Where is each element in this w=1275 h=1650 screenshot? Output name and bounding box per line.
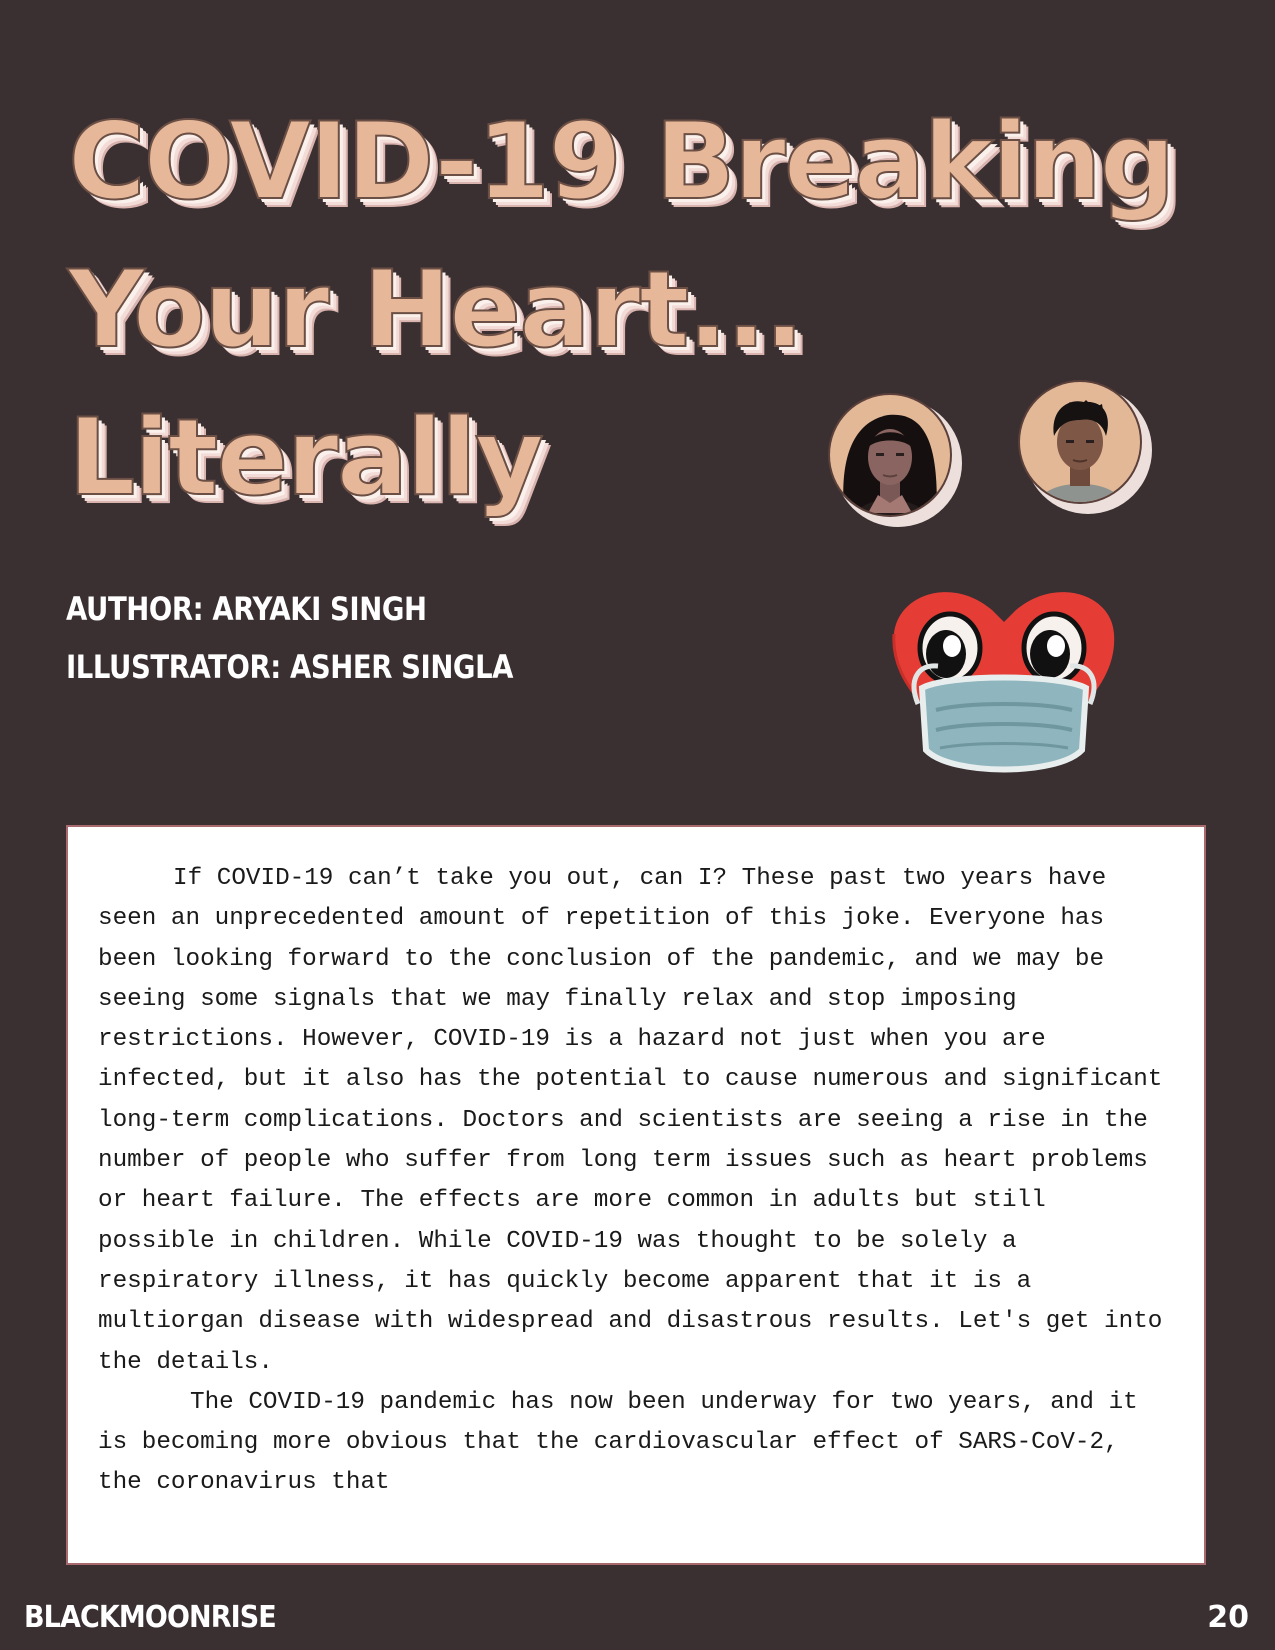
author-credit: AUTHOR: ARYAKI SINGH: [66, 590, 427, 628]
title-line: COVID-19 Breaking: [68, 100, 1174, 223]
heart-with-face-mask-icon: [888, 580, 1120, 790]
woman-portrait-icon: [828, 393, 964, 529]
article-paragraph: If COVID-19 can’t take you out, can I? These past two years have seen an unprecedented amount of repetition of this joke. Everyone has been looking forward to the conclusion of the pandemic, and we may be seeing some signals that we may finally relax and stop imposing restrictions. However, COVID-19 is a hazard not just when you are infected, but it also has the potential to cause numerous and significant long-term complications. Doctors and scientists are seeing a rise in the number of people who suffer from long term issues such as heart problems or heart failure. The effects are more common in adults but still possible in children. While COVID-19 was thought to be solely a respiratory illness, it has quickly become apparent that it is a multiorgan disease with widespread and disastrous results. Let's get into the details.: [98, 865, 1163, 1376]
credits: [66, 580, 513, 696]
title-line: Literally: [68, 396, 543, 519]
magazine-brand: BLACKMOONRISE: [24, 1600, 276, 1635]
man-portrait-icon: [1018, 380, 1154, 516]
title-line: Your Heart...: [68, 248, 803, 371]
article-paragraph: The COVID-19 pandemic has now been underway for two years, and it is becoming more obvious that the cardiovascular effect of SARS-CoV-2, the coronavirus that: [98, 1388, 1138, 1497]
illustrator-credit: ILLUSTRATOR: ASHER SINGLA: [66, 648, 514, 686]
page-number: 20: [1207, 1600, 1249, 1635]
article-body: [66, 825, 1206, 1565]
